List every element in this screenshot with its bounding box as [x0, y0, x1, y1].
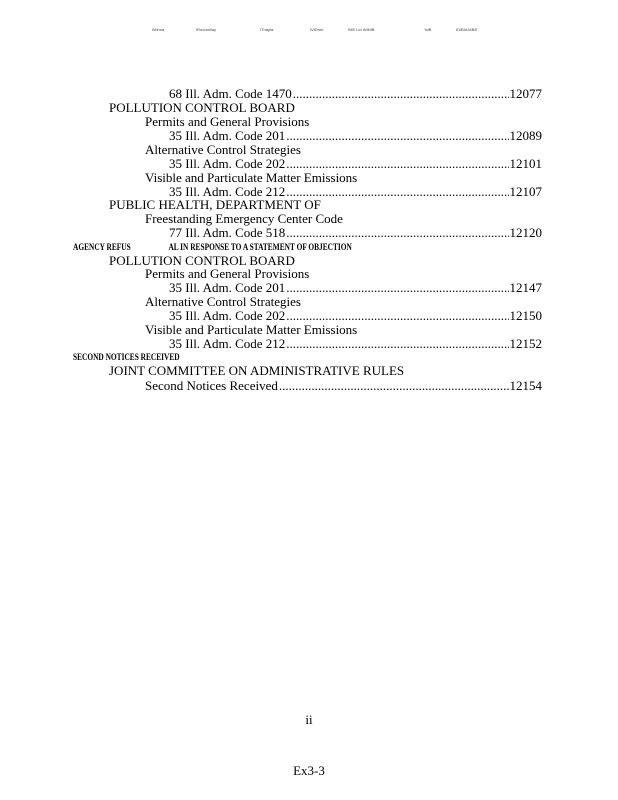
toc-page-number: 12120 — [509, 225, 542, 240]
dot-leader — [286, 157, 508, 171]
toc-page-number: 12154 — [509, 378, 542, 393]
dot-leader — [286, 129, 508, 143]
exhibit-label: Ex3-3 — [293, 763, 325, 778]
dot-leader — [279, 379, 509, 393]
rule-title: Alternative Control Strategies — [145, 294, 301, 309]
toc-entry — [169, 129, 542, 143]
section-heading: SECOND NOTICES RECEIVED — [73, 352, 180, 362]
toc-page-number: 12150 — [509, 308, 542, 323]
rule-title: Visible and Particulate Matter Emissions — [145, 322, 358, 337]
toc-page-number: 12107 — [509, 184, 542, 199]
dot-leader — [293, 87, 509, 101]
toc-entry-label: 35 Ill. Adm. Code 201 — [169, 280, 286, 295]
dot-leader — [286, 337, 508, 351]
toc-entry — [169, 281, 542, 295]
section-heading-part: AGENCY REFUS — [73, 242, 131, 252]
rule-title: Visible and Particulate Matter Emissions — [145, 170, 358, 185]
toc-entry — [169, 87, 542, 101]
toc-page-number: 12147 — [509, 280, 542, 295]
faint-header-text: IMInna — [152, 27, 165, 32]
faint-header-text: IRooumilay — [196, 27, 217, 32]
toc-entry-label: 35 Ill. Adm. Code 202 — [169, 308, 286, 323]
rule-title: Alternative Control Strategies — [145, 142, 301, 157]
dot-leader — [286, 226, 508, 240]
section-heading-part: AL IN RESPONSE TO A STATEMENT OF OBJECTION — [168, 242, 352, 252]
toc-entry — [169, 157, 542, 171]
toc-entry-label: 68 Ill. Adm. Code 1470 — [169, 86, 292, 101]
toc-entry-label: 35 Ill. Adm. Code 201 — [169, 128, 286, 143]
faint-header-text: 'iniB — [424, 27, 432, 32]
agency-name: POLLUTION CONTROL BOARD — [109, 253, 295, 268]
dot-leader — [286, 281, 508, 295]
toc-entry — [169, 226, 542, 240]
dot-leader — [286, 309, 508, 323]
toc-page-number: 12077 — [509, 86, 542, 101]
faint-header-text: IVIDnm — [310, 27, 324, 32]
toc-entry — [145, 379, 542, 393]
agency-name: PUBLIC HEALTH, DEPARTMENT OF — [109, 197, 321, 212]
toc-entry-label: 77 Ill. Adm. Code 518 — [169, 225, 286, 240]
toc-entry-label: 35 Ill. Adm. Code 212 — [169, 336, 286, 351]
toc-entry — [169, 309, 542, 323]
toc-page-number: 12152 — [509, 336, 542, 351]
faint-header-text: IME Lid ININIB — [348, 27, 375, 32]
agency-name: JOINT COMMITTEE ON ADMINISTRATIVE RULES — [109, 363, 405, 378]
section-heading — [73, 242, 352, 252]
toc-entry — [169, 337, 542, 351]
toc-entry-label: 35 Ill. Adm. Code 202 — [169, 156, 286, 171]
toc-entry-label: Second Notices Received — [145, 378, 278, 393]
faint-header — [152, 27, 492, 35]
rule-title: Permits and General Provisions — [145, 266, 310, 281]
faint-header-text: IDIBIdJAB8' — [456, 27, 478, 32]
toc-entry-label: 35 Ill. Adm. Code 212 — [169, 184, 286, 199]
page-number: ii — [305, 712, 313, 727]
rule-title: Permits and General Provisions — [145, 114, 310, 129]
faint-header-text: ITnapia — [260, 27, 274, 32]
toc-page-number: 12101 — [509, 156, 542, 171]
rule-title: Freestanding Emergency Center Code — [145, 211, 343, 226]
toc-page-number: 12089 — [509, 128, 542, 143]
agency-name: POLLUTION CONTROL BOARD — [109, 100, 295, 115]
